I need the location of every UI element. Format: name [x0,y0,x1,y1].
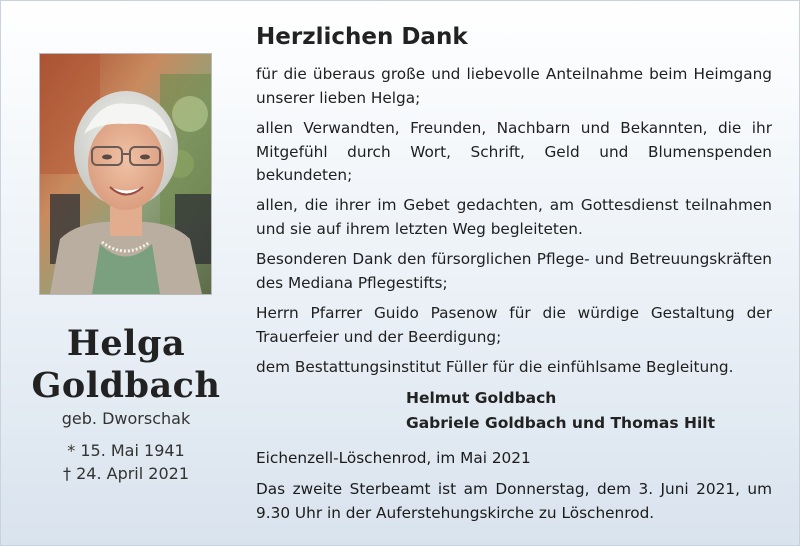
birth-date: * 15. Mai 1941 [67,441,185,460]
portrait-photo [39,53,212,295]
place-and-date: Eichenzell-Löschenrod, im Mai 2021 [256,449,531,467]
deceased-column [0,0,252,546]
thanks-paragraph: allen, die ihrer im Gebet gedachten, am Gottesdienst teilnahmen und sie auf ihrem letzten Weg begleiteten. [256,196,772,238]
deceased-last-name: Goldbach [31,365,221,406]
service-info: Das zweite Sterbeamt ist am Donnerstag, dem 3. Juni 2021, um 9.30 Uhr in der Auferstehungskirche zu Löschenrod. [256,480,772,522]
portrait-illustration [40,54,211,294]
death-date: † 24. April 2021 [63,464,189,483]
maiden-name: geb. Dworschak [61,409,191,428]
signer-name: Helmut Goldbach [406,389,557,407]
thanks-paragraph: Besonderen Dank den fürsorglichen Pflege- und Betreuungskräften des Mediana Pflegestifts; [256,250,772,292]
deceased-first-name: Helga [66,323,186,364]
thanks-paragraph: dem Bestattungsinstitut Füller für die einfühlsame Begleitung. [256,358,734,376]
notice-heading: Herzlichen Dank [256,24,468,50]
thanks-paragraph: Herrn Pfarrer Guido Pasenow für die würdige Gestaltung der Trauerfeier und der Beerdigung; [256,304,772,346]
thanks-paragraph: für die überaus große und liebevolle Anteilnahme beim Heimgang unserer lieben Helga; [256,65,772,107]
signer-name: Gabriele Goldbach und Thomas Hilt [406,414,715,432]
thanks-paragraph: allen Verwandten, Freunden, Nachbarn und Bekannten, die ihr Mitgefühl durch Wort, Schrift, Geld und Blumenspenden bekundeten; [256,119,772,184]
